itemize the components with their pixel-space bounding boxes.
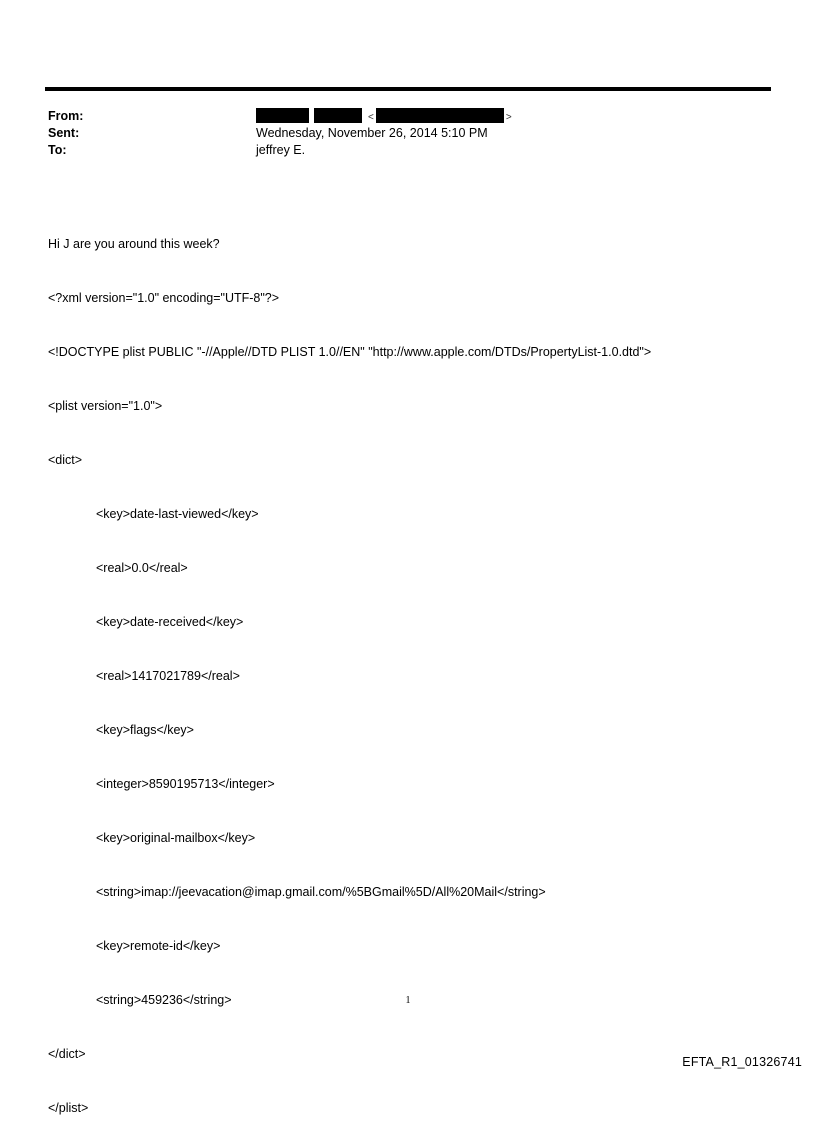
to-label: To: [48,143,67,157]
body-line: <!DOCTYPE plist PUBLIC "-//Apple//DTD PLIST 1.0//EN" "http://www.apple.com/DTDs/PropertyList-1.0.dtd"> [48,345,652,359]
body-line: <key>date-last-viewed</key> [96,507,259,521]
body-line: <real>0.0</real> [96,561,188,575]
body-line: <key>flags</key> [96,723,194,737]
body-line: </dict> [48,1047,86,1061]
from-row [48,108,748,125]
body-line: </plist> [48,1101,89,1115]
body-line: <string>imap://jeevacation@imap.gmail.com/%5BGmail%5D/All%20Mail</string> [96,885,546,899]
document-id: EFTA_R1_01326741 [682,1055,802,1069]
body-line: <key>original-mailbox</key> [96,831,256,845]
body-line: <string>459236</string> [96,993,232,1007]
redacted-last-name [314,108,362,123]
body-line: <plist version="1.0"> [48,399,163,413]
from-open-bracket: < [368,112,374,123]
body-line: <real>1417021789</real> [96,669,240,683]
sent-row [48,125,748,142]
body-line: <key>date-received</key> [96,615,244,629]
email-header [48,108,748,159]
header-divider [45,87,771,91]
to-value: jeffrey E. [256,143,306,157]
body-line: <?xml version="1.0" encoding="UTF-8"?> [48,291,280,305]
to-row [48,142,748,159]
body-line: <key>remote-id</key> [96,939,221,953]
body-line: <dict> [48,453,83,467]
redacted-first-name [256,108,309,123]
redacted-email [376,108,504,123]
from-close-bracket: > [505,112,512,123]
sent-value: Wednesday, November 26, 2014 5:10 PM [256,126,488,140]
page-number: 1 [405,995,411,1006]
sent-label: Sent: [48,126,80,140]
from-label: From: [48,109,84,123]
body-line: <integer>8590195713</integer> [96,777,275,791]
from-value [256,108,512,126]
body-line: Hi J are you around this week? [48,237,220,251]
